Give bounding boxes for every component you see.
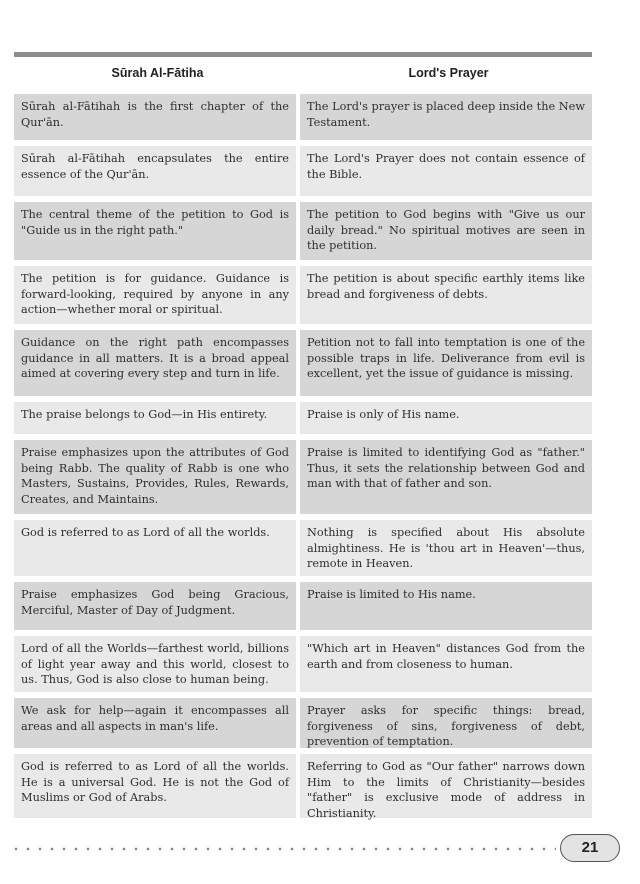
table-row (14, 146, 592, 196)
comparison-table (14, 94, 592, 824)
page-number: 21 (560, 834, 620, 862)
left-cell: God is referred to as Lord of all the worlds. He is a universal God. He is not the God of Muslims or God of Arabs. (14, 754, 296, 818)
right-cell: "Which art in Heaven" distances God from the earth and from closeness to human. (300, 636, 592, 692)
right-cell: Praise is limited to identifying God as "father." Thus, it sets the relationship between God and man with that of father and son. (300, 440, 592, 514)
right-cell: Nothing is specified about His absolute almightiness. He is 'thou art in Heaven'—thus, remote in Heaven. (300, 520, 592, 576)
right-cell: Prayer asks for specific things: bread, forgiveness of sins, forgiveness of debt, prevention of temptation. (300, 698, 592, 748)
right-cell: Praise is only of His name. (300, 402, 592, 434)
column-headers (14, 66, 592, 86)
left-cell: Sūrah al-Fātihah encapsulates the entire essence of the Qur'ān. (14, 146, 296, 196)
top-rule (14, 52, 592, 57)
left-cell: Guidance on the right path encompasses guidance in all matters. It is a broad appeal aimed at covering every step and turn in life. (14, 330, 296, 396)
table-row (14, 330, 592, 396)
table-row (14, 636, 592, 692)
left-cell: Praise emphasizes God being Gracious, Merciful, Master of Day of Judgment. (14, 582, 296, 630)
table-row (14, 202, 592, 260)
footer-dotted-rule (10, 847, 556, 851)
left-cell: The petition is for guidance. Guidance is forward-looking, required by anyone in any action—whether moral or spiritual. (14, 266, 296, 324)
table-row (14, 582, 592, 630)
left-cell: God is referred to as Lord of all the worlds. (14, 520, 296, 576)
right-cell: The Lord's prayer is placed deep inside the New Testament. (300, 94, 592, 140)
right-cell: Petition not to fall into temptation is one of the possible traps in life. Deliverance from evil is excellent, yet the issue of guidance is missing. (300, 330, 592, 396)
right-cell: Praise is limited to His name. (300, 582, 592, 630)
left-cell: Sūrah al-Fātihah is the first chapter of the Qur'ān. (14, 94, 296, 140)
header-surah-al-fatiha: Sūrah Al-Fātiha (111, 66, 204, 80)
table-row (14, 94, 592, 140)
table-row (14, 440, 592, 514)
left-cell: We ask for help—again it encompasses all areas and all aspects in man's life. (14, 698, 296, 748)
left-cell: The praise belongs to God—in His entirety. (14, 402, 296, 434)
left-cell: Praise emphasizes upon the attributes of God being Rabb. The quality of Rabb is one who Masters, Sustains, Provides, Rules, Rewards, Creates, and Maintains. (14, 440, 296, 514)
right-cell: The petition to God begins with "Give us our daily bread." No spiritual motives are seen in the petition. (300, 202, 592, 260)
table-row (14, 402, 592, 434)
table-row (14, 754, 592, 818)
table-row (14, 266, 592, 324)
table-row (14, 698, 592, 748)
right-cell: The petition is about specific earthly items like bread and forgiveness of debts. (300, 266, 592, 324)
right-cell: The Lord's Prayer does not contain essence of the Bible. (300, 146, 592, 196)
right-cell: Referring to God as "Our father" narrows down Him to the limits of Christianity—besides "father" is exclusive mode of address in Christianity. (300, 754, 592, 818)
left-cell: Lord of all the Worlds—farthest world, billions of light year away and this world, closest to us. Thus, God is also close to human being. (14, 636, 296, 692)
table-row (14, 520, 592, 576)
header-lords-prayer: Lord's Prayer (408, 66, 489, 80)
left-cell: The central theme of the petition to God is "Guide us in the right path." (14, 202, 296, 260)
